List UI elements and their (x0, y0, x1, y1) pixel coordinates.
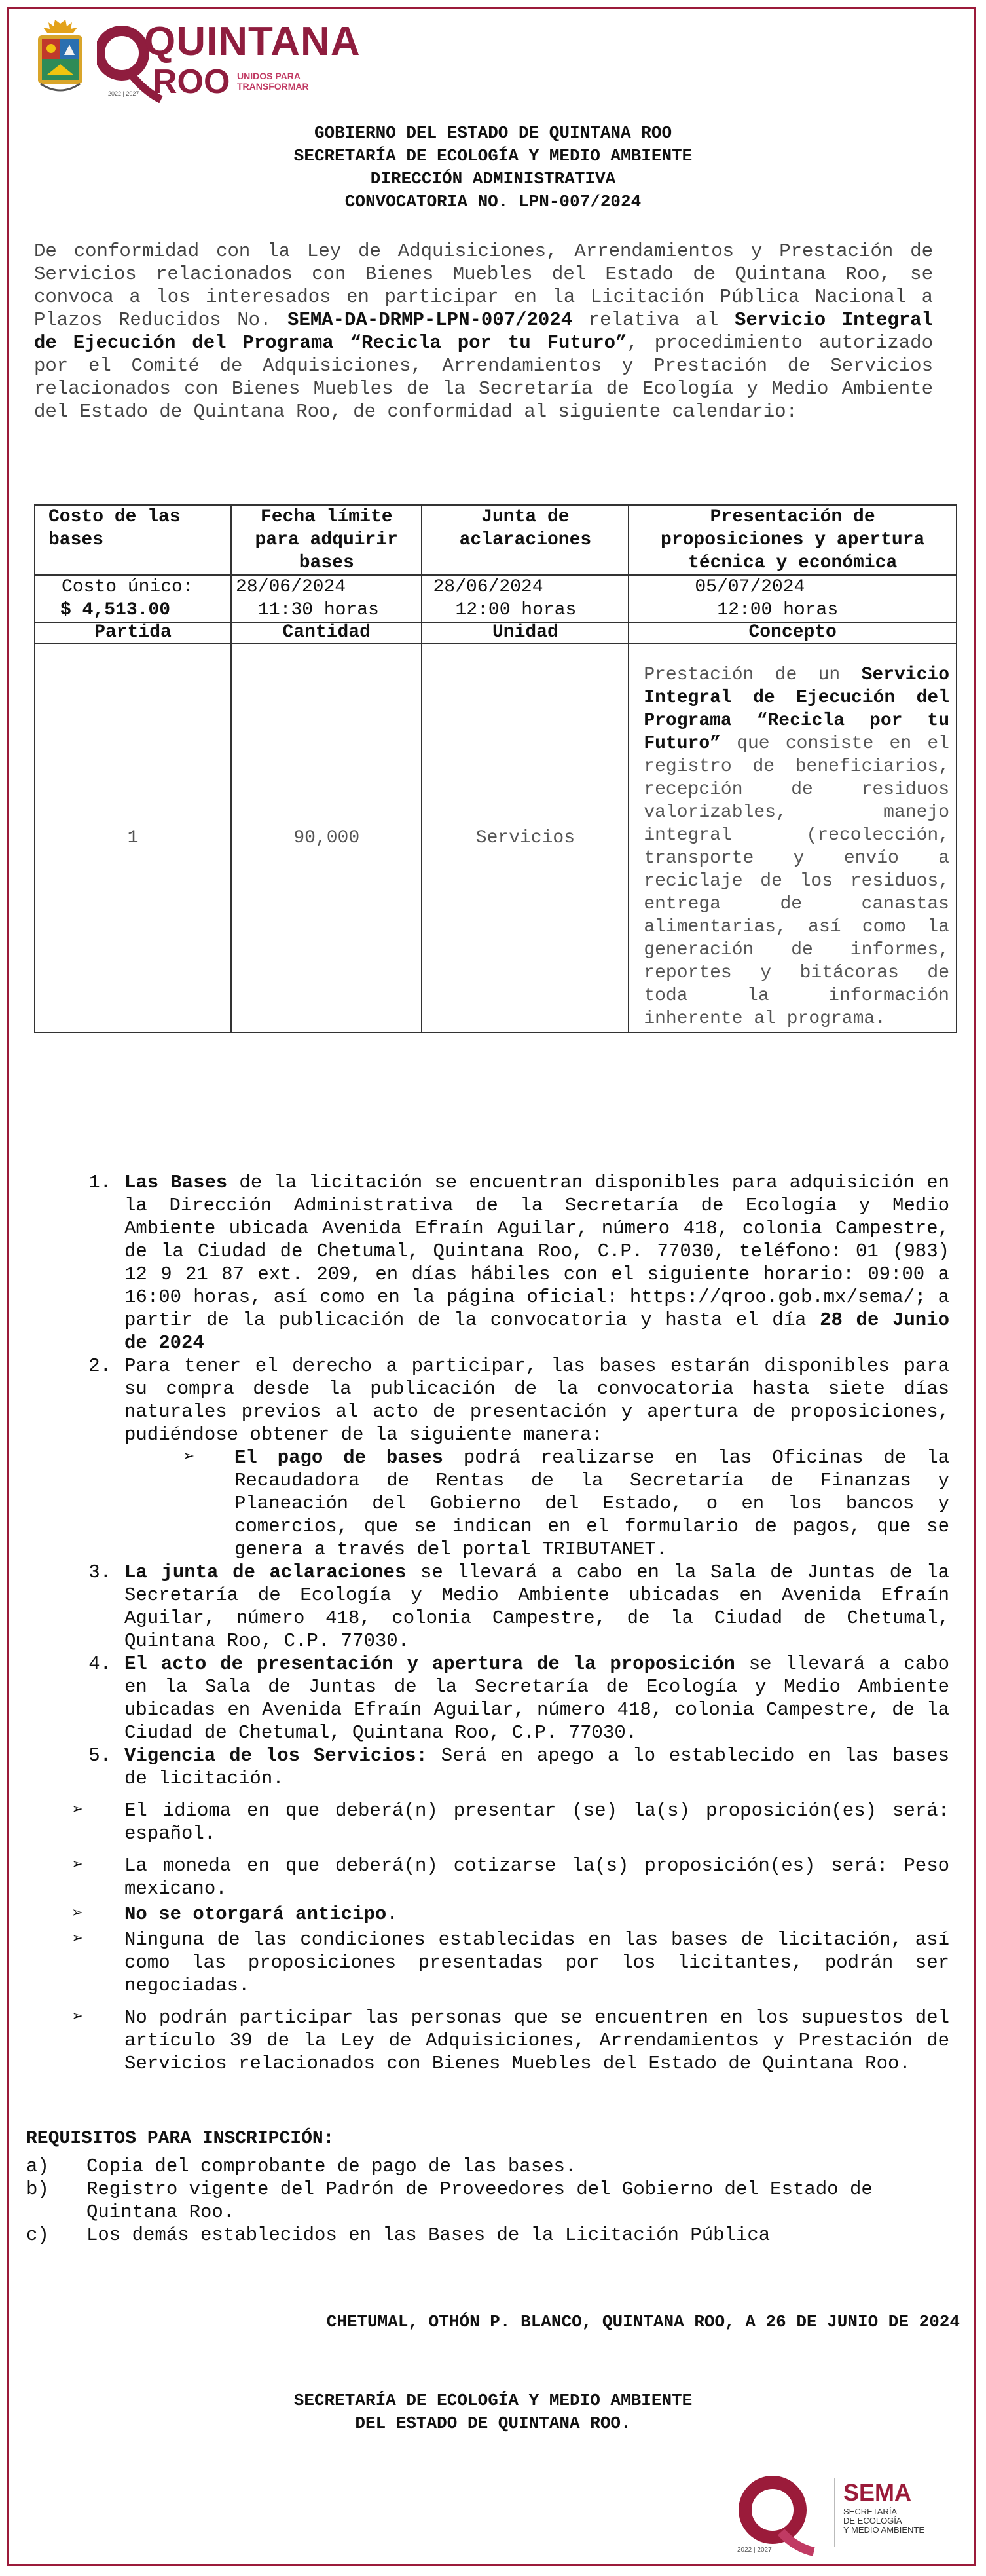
list-item: a) Copia del comprobante de pago de las bases. (26, 2156, 577, 2177)
arrow-bullet-icon: ➢ (72, 1855, 84, 1876)
items-header-row (35, 622, 957, 643)
arrow-bullet-icon: ➢ (72, 1903, 84, 1925)
cost-value: $ 4,513.00 (60, 600, 171, 620)
header-government: GOBIERNO DEL ESTADO DE QUINTANA ROO (314, 123, 672, 143)
list-item: 5. Vigencia de los Servicios: Será en apego a lo establecido en las bases de licitación. (88, 1745, 949, 1789)
place-date: CHETUMAL, OTHÓN P. BLANCO, QUINTANA ROO, A 26 DE JUNIO DE 2024 (326, 2312, 960, 2332)
list-item: 1. Las Bases de la licitación se encuentran disponibles para adquisición en la Dirección Administrativa de la Secretaría de Ecología y Medio Ambiente ubicada Avenida Efraín Aguilar, número 418, colonia Campestre, de la Ciudad de Chetumal, Quintana Roo, C.P. 77030, teléfono: 01 (983) 12 9 21 87 ext. 209, en días hábiles con el siguiente horario: 09:00 a 16:00 horas, así como en la página oficial: https://qroo.gob.mx/sema/; a partir de la publicación de la convocatoria y hasta el día 28 de Junio de 2024 (88, 1172, 949, 1354)
col-unidad: Unidad (422, 622, 629, 643)
list-item: c) Los demás establecidos en las Bases de la Licitación Pública (26, 2224, 771, 2246)
calendar-table (34, 504, 957, 1033)
list-item: ➢ El idioma en que deberá(n) presentar (se) la(s) proposición(es) será: español. (72, 1800, 949, 1844)
service-name: Servicio Integral de Ejecución del Programa “Recicla por tu Futuro” (34, 309, 933, 354)
clarifications-cell: 28/06/2024 12:00 horas (422, 575, 629, 622)
arrow-bullet-icon: ➢ (72, 2007, 84, 2028)
list-item: 4. El acto de presentación y apertura de la proposición se llevará a cabo en la Sala de Juntas de la Secretaría de Ecología y Medio Ambiente ubicadas en Avenida Efraín Aguilar, número 418, colonia Campestre, de la Ciudad de Chetumal, Quintana Roo, C.P. 77030. (88, 1653, 949, 1744)
list-item: ➢ Ninguna de las condiciones establecidas en las bases de licitación, así como las proposiciones presentadas por los licitantes, podrán ser negociadas. (72, 1929, 949, 1996)
list-item: ➢ No se otorgará anticipo. (72, 1903, 398, 1925)
logo-roo-text: ROO (153, 63, 230, 101)
col-concepto: Concepto (629, 622, 957, 643)
sema-years: 2022 | 2027 (737, 2547, 772, 2554)
header-secretariat: SECRETARÍA DE ECOLOGÍA Y MEDIO AMBIENTE (293, 146, 693, 166)
arrow-bullet-icon: ➢ (183, 1447, 195, 1468)
logo-tagline-1: UNIDOS PARA (237, 71, 301, 81)
header-cost: Costo de las bases (35, 505, 231, 575)
tender-code: SEMA-DA-DRMP-LPN-007/2024 (287, 309, 573, 331)
col-cantidad: Cantidad (231, 622, 422, 643)
arrow-bullet-icon: ➢ (72, 1929, 84, 1951)
requirements-list (26, 2155, 962, 2247)
document-header (0, 122, 986, 214)
header-clarifications: Junta de aclaraciones (422, 505, 629, 575)
sema-wordmark: SEMA (843, 2479, 912, 2506)
cost-cell: Costo único: $ 4,513.00 (35, 575, 231, 622)
header-presentation: Presentación de proposiciones y apertura técnica y económica (629, 505, 957, 575)
list-item: b) Registro vigente del Padrón de Proveedores del Gobierno del Estado de Quintana Roo. (26, 2178, 873, 2223)
intro-paragraph: De conformidad con la Ley de Adquisiciones, Arrendamientos y Prestación de Servicios relacionados con Bienes Muebles del Estado de Quintana Roo, se convoca a los interesados en participar en la Licitación Pública Nacional a Plazos Reducidos No. SEMA-DA-DRMP-LPN-007/2024 relativa al Servicio Integral de Ejecución del Programa “Recicla por tu Futuro”, procedimiento autorizado por el Comité de Adquisiciones, Arrendamientos y Prestación de Servicios relacionados con Bienes Muebles de la Secretaría de Ecología y Medio Ambiente del Estado de Quintana Roo, de conformidad al siguiente calendario: (34, 240, 933, 422)
col-partida: Partida (35, 622, 231, 643)
unidad-value: Servicios (422, 643, 629, 1032)
list-item: 3. La junta de aclaraciones se llevará a cabo en la Sala de Juntas de la Secretaría de Ecología y Medio Ambiente ubicadas en Avenida Efraín Aguilar, número 418, colonia Campestre, de la Ciudad de Chetumal, Quintana Roo, C.P. 77030. (88, 1561, 949, 1652)
list-item: ➢ El pago de bases podrá realizarse en las Oficinas de la Recaudadora de Rentas de la Secretaría de Finanzas y Planeación del Gobierno del Estado, o en los bancos y comercios, que se indican en el formulario de pagos, que se genera a través del portal TRIBUTANET. (183, 1447, 949, 1560)
header-deadline: Fecha límite para adquirir bases (231, 505, 422, 575)
list-item: ➢ No podrán participar las personas que se encuentren en los supuestos del artículo 39 de la Ley de Adquisiciones, Arrendamientos y Prestación de Servicios relacionados con Bienes Muebles del Estado de Quintana Roo. (72, 2007, 949, 2074)
presentation-cell: 05/07/2024 12:00 horas (629, 575, 957, 622)
table-header-row (35, 505, 957, 575)
list-item: ➢ La moneda en que deberá(n) cotizarse la(s) proposición(es) será: Peso mexicano. (72, 1855, 949, 1899)
concepto-value: Prestación de un Servicio Integral de Ejecución del Programa “Recicla por tu Futuro” que consiste en el registro de beneficiarios, recepción de residuos valorizables, manejo integral (recolección, transporte y envío a reciclaje de los residuos, entrega de canastas alimentarias, así como la generación de informes, reportes y bitácoras de toda la información inherente al programa. (629, 643, 957, 1032)
header-call-number: CONVOCATORIA NO. LPN-007/2024 (344, 192, 642, 212)
coat-of-arms-icon (34, 18, 86, 100)
sema-subtitle: SECRETARÍA DE ECOLOGÍA Y MEDIO AMBIENTE (843, 2507, 925, 2535)
deadline-cell: 28/06/2024 11:30 horas (231, 575, 422, 622)
partida-value: 1 (35, 643, 231, 1032)
bases-deadline: 28 de Junio de 2024 (124, 1309, 949, 1354)
logo-tagline-2: TRANSFORMAR (237, 81, 309, 92)
table-row (35, 643, 957, 1032)
list-item: 2. Para tener el derecho a participar, las bases estarán disponibles para su compra desde la publicación de la convocatoria hasta siete días naturales previos al acto de presentación y apertura de proposiciones, pudiéndose obtener de la siguiente manera: (88, 1355, 949, 1446)
cantidad-value: 90,000 (231, 643, 422, 1032)
arrow-bullet-icon: ➢ (72, 1800, 84, 1821)
header-direction: DIRECCIÓN ADMINISTRATIVA (370, 169, 616, 189)
signature-block: SECRETARÍA DE ECOLOGÍA Y MEDIO AMBIENTE DEL ESTADO DE QUINTANA ROO. (293, 2391, 693, 2433)
table-row (35, 575, 957, 622)
conditions-list (72, 1171, 949, 2075)
requirements-title: REQUISITOS PARA INSCRIPCIÓN: (26, 2129, 335, 2149)
logo-quintana-text: QUINTANA (144, 19, 361, 64)
logo-years: 2022 | 2027 (108, 90, 139, 97)
